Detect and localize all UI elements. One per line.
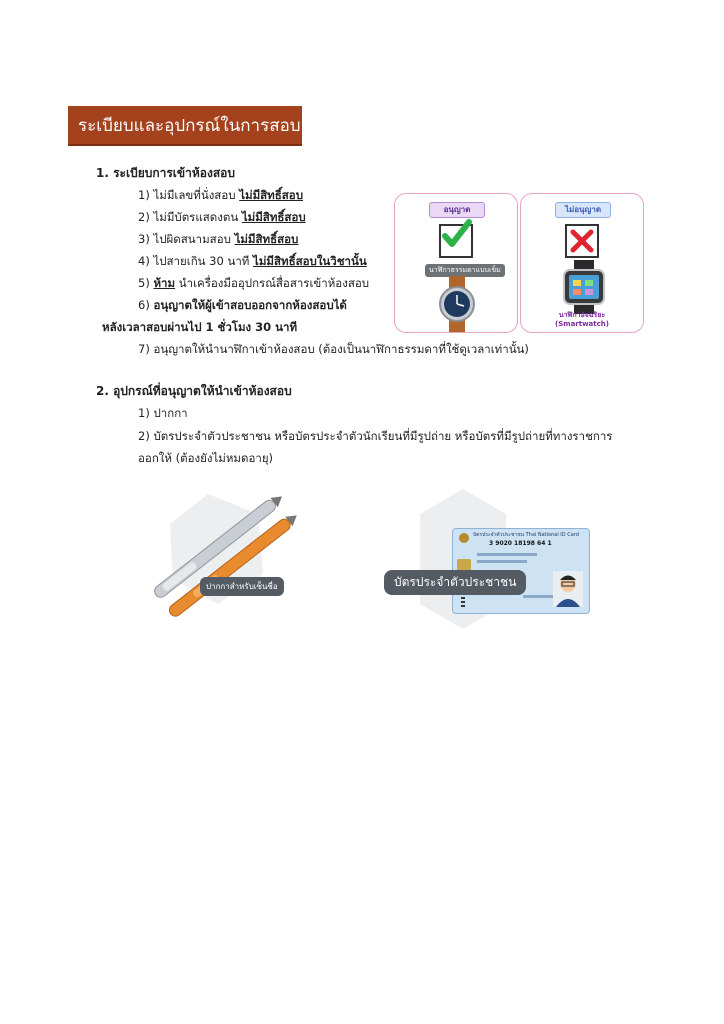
rule-item-2: 2) ไม่มีบัตรแสดงตน ไม่มีสิทธิ์สอบ bbox=[138, 210, 306, 224]
cross-mark-icon bbox=[567, 226, 597, 256]
section2-heading: 2. อุปกรณ์ที่อนุญาตให้นำเข้าห้องสอบ bbox=[96, 384, 292, 398]
allowed-caption: นาฬิกาธรรมดาแบบเข็ม bbox=[425, 264, 505, 277]
rule-item-3: 3) ไปผิดสนามสอบ ไม่มีสิทธิ์สอบ bbox=[138, 232, 299, 246]
check-mark-icon bbox=[439, 218, 473, 252]
rule-item-5: 5) ห้าม นำเครื่องมืออุปกรณ์สื่อสารเข้าห้องสอบ bbox=[138, 276, 370, 290]
section-title-banner: ระเบียบและอุปกรณ์ในการสอบ bbox=[68, 106, 302, 146]
emblem-icon bbox=[457, 532, 471, 544]
portrait-icon bbox=[553, 571, 583, 607]
disallowed-watch-card bbox=[520, 193, 644, 333]
checkbox-icon bbox=[439, 224, 473, 258]
equipment-item-2-continuation: ออกให้ (ต้องยังไม่หมดอายุ) bbox=[138, 451, 274, 465]
rule-item-7: 7) อนุญาตให้นำนาฬิกาเข้าห้องสอบ (ต้องเป็นนาฬิกาธรรมดาที่ใช้ดูเวลาเท่านั้น) bbox=[138, 342, 529, 356]
equipment-item-1: 1) ปากกา bbox=[138, 406, 188, 420]
rule-item-6-continuation: หลังเวลาสอบผ่านไป 1 ชั่วโมง 30 นาที bbox=[102, 320, 298, 334]
allowed-watch-card bbox=[394, 193, 518, 333]
id-card-number: 3 9020 18198 64 1 bbox=[489, 540, 552, 547]
rule-item-6: 6) อนุญาตให้ผู้เข้าสอบออกจากห้องสอบได้ bbox=[138, 298, 347, 312]
rule-item-1: 1) ไม่มีเลขที่นั่งสอบ ไม่มีสิทธิ์สอบ bbox=[138, 188, 303, 202]
disallowed-label: ไม่อนุญาต bbox=[555, 202, 611, 218]
pen-caption: ปากกาสำหรับเซ็นชื่อ bbox=[200, 577, 284, 596]
smartwatch-caption-thai: นาฬิกาอัจฉริยะ bbox=[558, 311, 606, 319]
id-card-caption: บัตรประจำตัวประชาชน bbox=[384, 570, 526, 595]
pen-illustration bbox=[138, 484, 308, 634]
analog-watch-icon bbox=[427, 276, 487, 332]
section1-heading: 1. ระเบียบการเข้าห้องสอบ bbox=[96, 166, 235, 180]
smartwatch-caption-en: (Smartwatch) bbox=[555, 320, 609, 328]
checkbox-icon bbox=[565, 224, 599, 258]
smartwatch-icon bbox=[559, 260, 609, 314]
equipment-item-2: 2) บัตรประจำตัวประชาชน หรือบัตรประจำตัวนักเรียนที่มีรูปถ่าย หรือบัตรที่มีรูปถ่ายที่ทางราชการ bbox=[138, 429, 613, 443]
allowed-label: อนุญาต bbox=[429, 202, 485, 218]
rule-item-4: 4) ไปสายเกิน 30 นาที ไม่มีสิทธิ์สอบในวิชานั้น bbox=[138, 254, 367, 268]
id-card-title: บัตรประจำตัวประชาชน Thai National ID Card bbox=[473, 532, 579, 538]
